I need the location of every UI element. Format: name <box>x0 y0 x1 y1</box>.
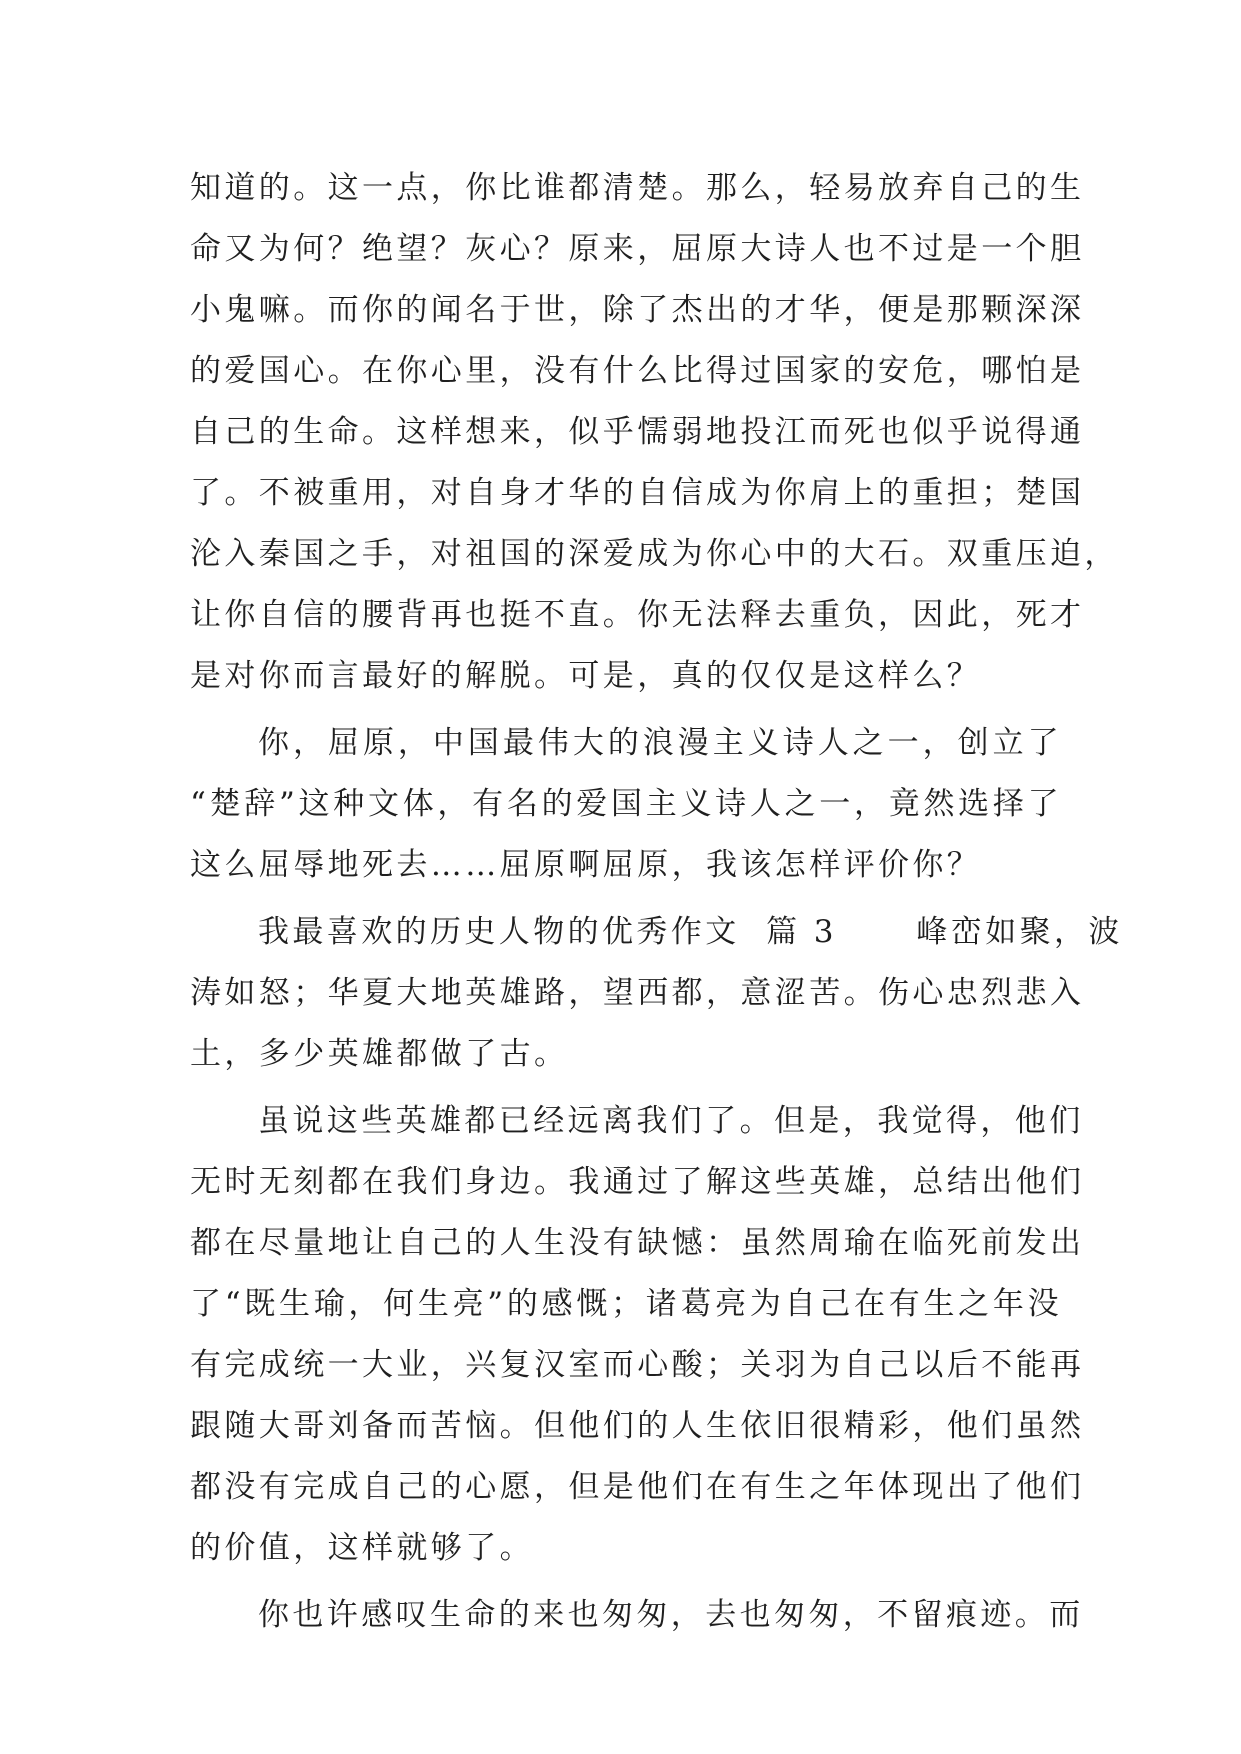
paragraph <box>190 1585 1084 1646</box>
text-line: 土，多少英雄都做了古。 <box>190 1036 569 1072</box>
paragraph <box>190 713 1062 896</box>
text-line: 有完成统一大业，兴复汉室而心酸；关羽为自己以后不能再 <box>190 1347 1085 1383</box>
text-line: “楚辞”这种文体，有名的爱国主义诗人之一，竟然选择了 <box>190 786 1062 822</box>
text-line: 你也许感叹生命的来也匆匆，去也匆匆，不留痕迹。而 <box>258 1597 1084 1633</box>
text-line: 你，屈原，中国最伟大的浪漫主义诗人之一，创立了 <box>258 725 1062 761</box>
text-line: 都没有完成自己的心愿，但是他们在有生之年体现出了他们 <box>190 1469 1085 1505</box>
text-line: 无时无刻都在我们身边。我通过了解这些英雄，总结出他们 <box>190 1164 1085 1200</box>
text-line: 这么屈辱地死去……屈原啊屈原，我该怎样评价你？ <box>190 847 982 883</box>
paragraph <box>190 1091 1085 1579</box>
text-line: 的价值，这样就够了。 <box>190 1530 534 1566</box>
text-line: 知道的。这一点，你比谁都清楚。那么，轻易放弃自己的生 <box>190 170 1085 206</box>
essay-text <box>190 158 1123 1646</box>
paragraph <box>190 158 1119 707</box>
text-line: 涛如怒；华夏大地英雄路，望西都，意涩苦。伤心忠烈悲入 <box>190 975 1085 1011</box>
text-line: 沦入秦国之手，对祖国的深爱成为你心中的大石。双重压迫， <box>190 536 1119 572</box>
text-line: 是对你而言最好的解脱。可是，真的仅仅是这样么？ <box>190 658 982 694</box>
text-line: 跟随大哥刘备而苦恼。但他们的人生依旧很精彩，他们虽然 <box>190 1408 1085 1444</box>
paragraph <box>190 902 1123 1085</box>
text-line: 小鬼嘛。而你的闻名于世，除了杰出的才华，便是那颗深深 <box>190 292 1085 328</box>
text-line: 命又为何？绝望？灰心？原来，屈原大诗人也不过是一个胆 <box>190 231 1085 267</box>
text-line: 了“既生瑜，何生亮”的感慨；诸葛亮为自己在有生之年没 <box>190 1286 1062 1322</box>
section-heading-line: 我最喜欢的历史人物的优秀作文 篇 3 峰峦如聚，波 <box>258 914 1123 950</box>
text-line: 的爱国心。在你心里，没有什么比得过国家的安危，哪怕是 <box>190 353 1085 389</box>
text-line: 让你自信的腰背再也挺不直。你无法释去重负，因此，死才 <box>190 597 1085 633</box>
text-line: 自己的生命。这样想来，似乎懦弱地投江而死也似乎说得通 <box>190 414 1085 450</box>
text-line: 虽说这些英雄都已经远离我们了。但是，我觉得，他们 <box>258 1103 1084 1139</box>
text-line: 都在尽量地让自己的人生没有缺憾：虽然周瑜在临死前发出 <box>190 1225 1085 1261</box>
text-line: 了。不被重用，对自身才华的自信成为你肩上的重担；楚国 <box>190 475 1085 511</box>
